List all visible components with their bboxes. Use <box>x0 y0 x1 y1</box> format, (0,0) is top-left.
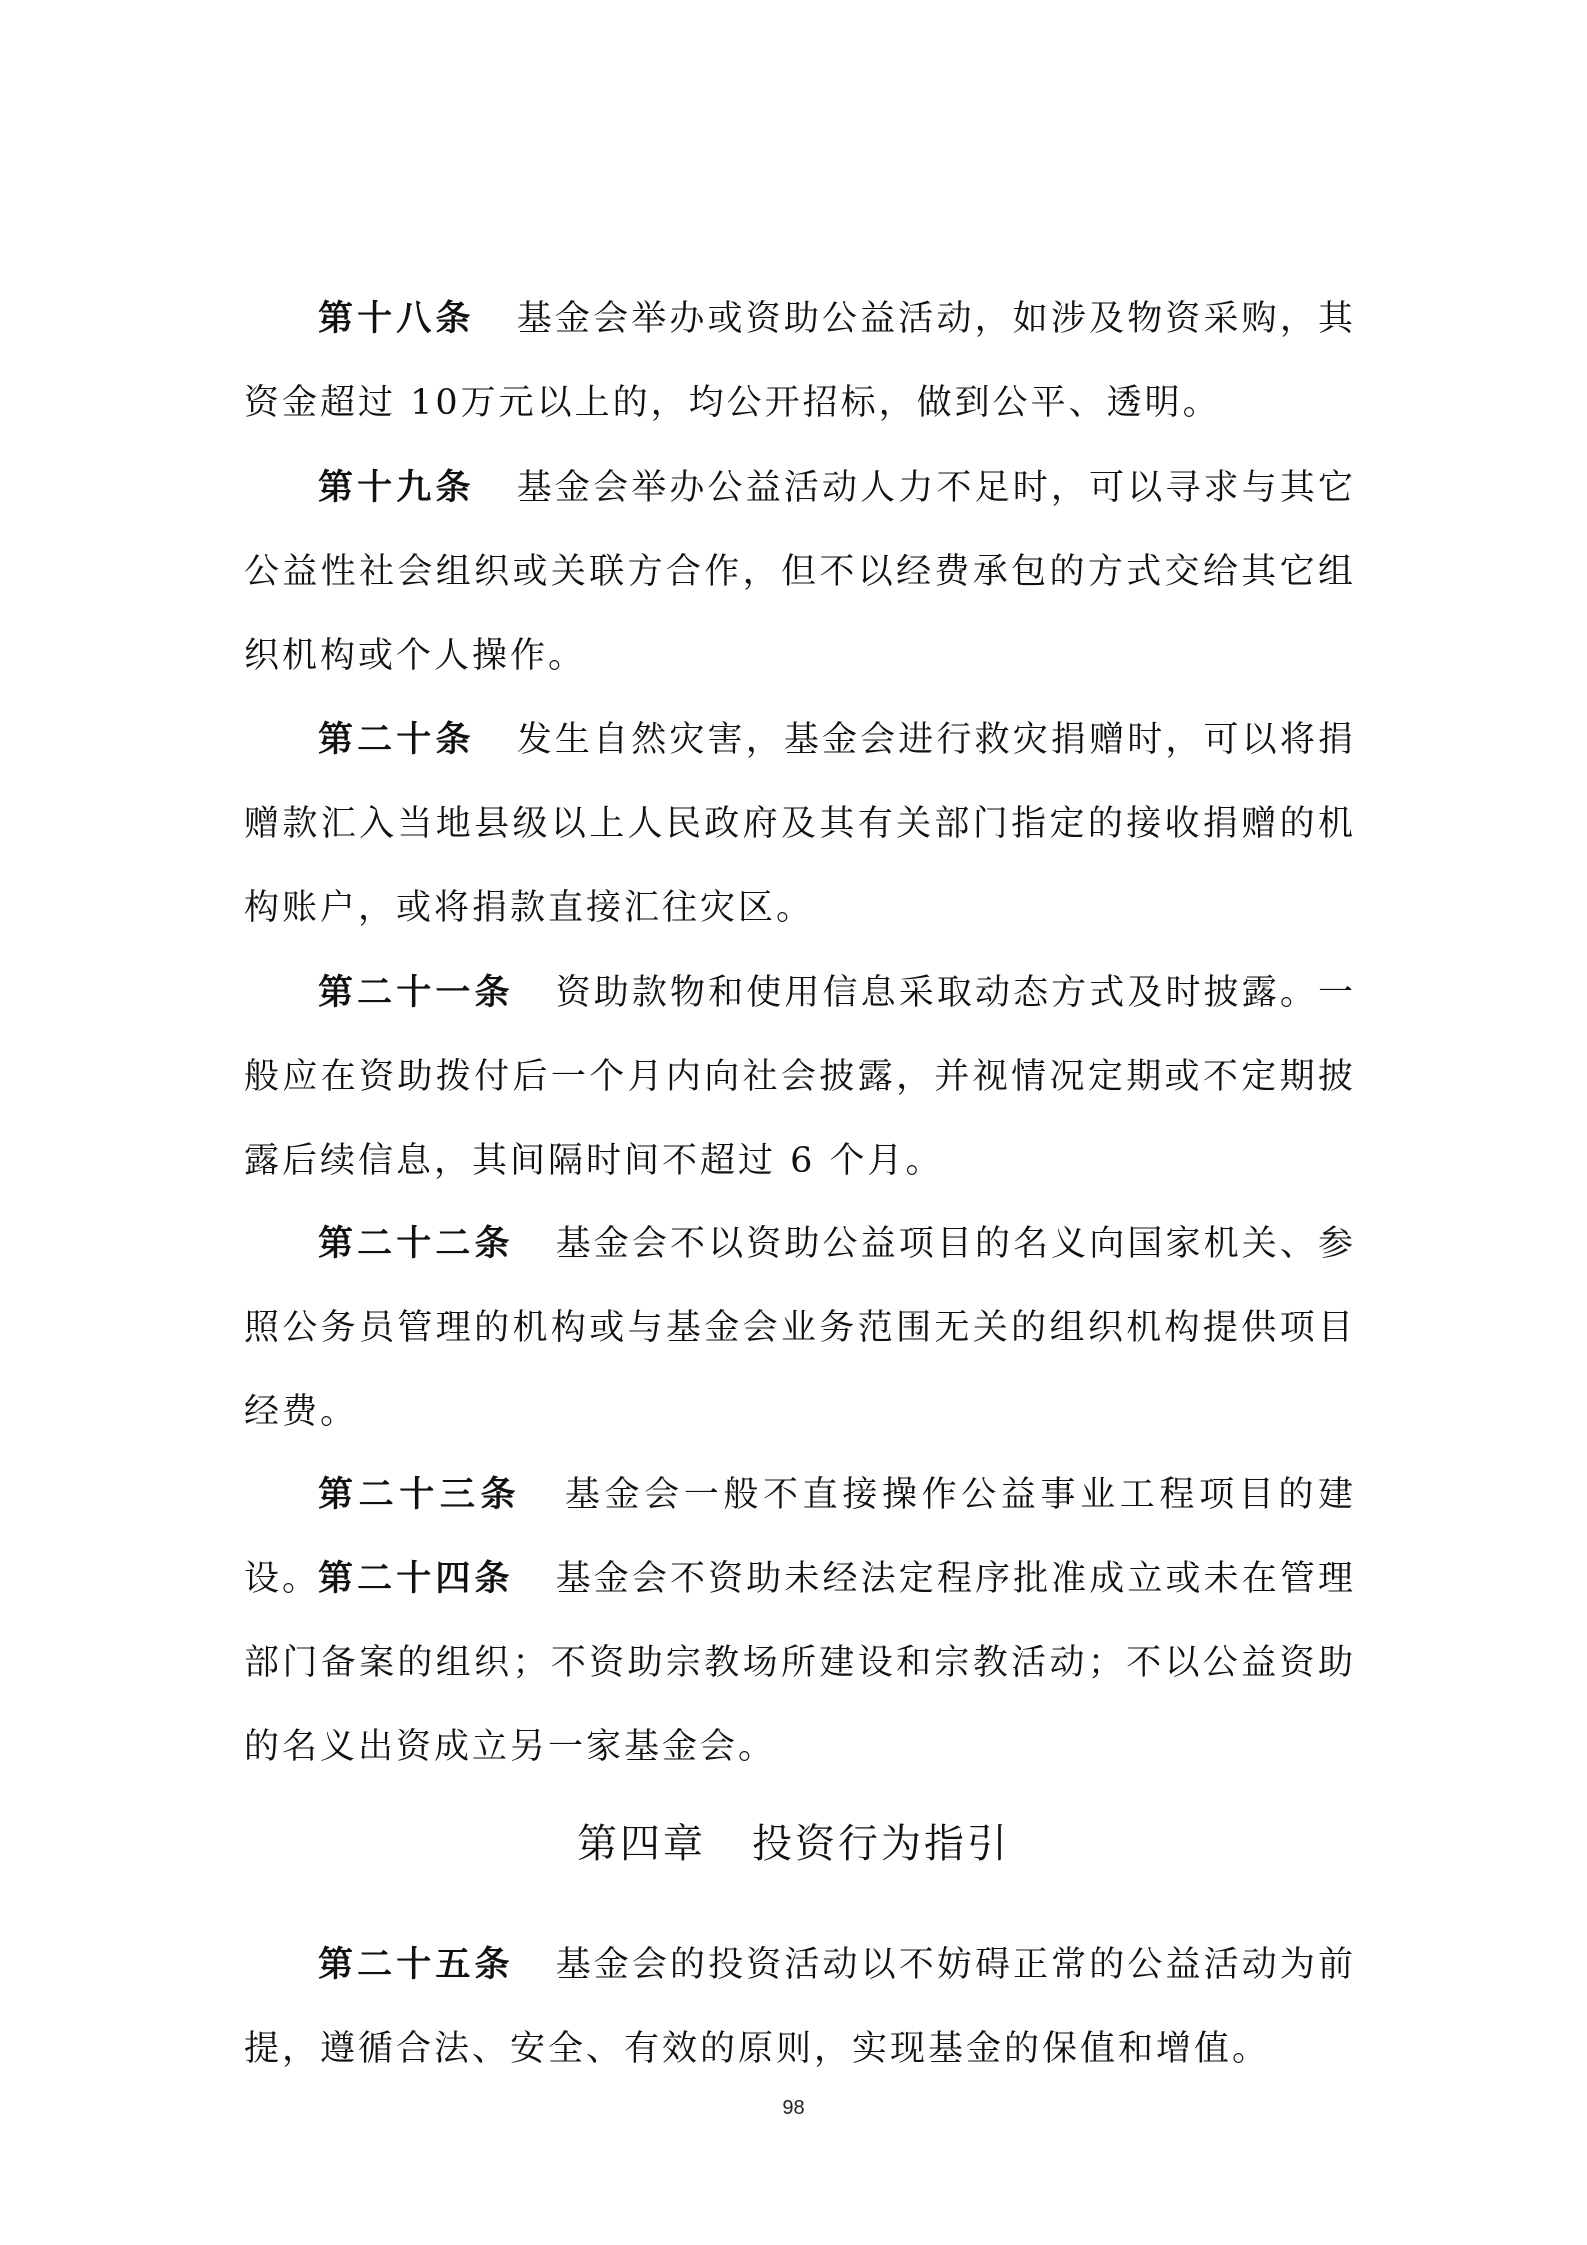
article-text: 基金会不资助未经法定程序批准成立或未在管理部门备案的组织；不资助宗教场所建设和宗教活动；不以公益资助的名义出资成立另一家基金会。 <box>244 1559 1356 1767</box>
article-21 <box>244 951 1356 1203</box>
article-number: 第二十二条 <box>318 1223 514 1264</box>
article-number: 第十八条 <box>318 298 475 339</box>
article-number: 第二十五条 <box>318 1944 514 1985</box>
article-18 <box>244 277 1356 445</box>
article-number: 第二十四条 <box>318 1558 514 1599</box>
article-text: 基金会的投资活动以不妨碍正常的公益活动为前提，遵循合法、安全、有效的原则，实现基金的保值和增值。 <box>244 1945 1356 2069</box>
article-24 <box>244 1537 1356 1789</box>
article-22 <box>244 1202 1356 1454</box>
article-number: 第二十一条 <box>318 972 514 1013</box>
article-number: 第二十条 <box>318 719 475 760</box>
chapter-heading <box>0 1814 1587 1874</box>
article-number: 第二十三条 <box>318 1474 522 1515</box>
article-20 <box>244 698 1356 950</box>
article-text: 基金会一般不直接操作公益事业工程项目的建设。 <box>244 1475 1356 1599</box>
article-19 <box>244 446 1356 698</box>
article-25 <box>244 1923 1356 2091</box>
article-text: 基金会不以资助公益项目的名义向国家机关、参照公务员管理的机构或与基金会业务范围无关的组织机构提供项目经费。 <box>244 1224 1356 1432</box>
article-text: 基金会举办公益活动人力不足时，可以寻求与其它公益性社会组织或关联方合作，但不以经费承包的方式交给其它组织机构或个人操作。 <box>244 468 1356 676</box>
article-text: 发生自然灾害，基金会进行救灾捐赠时，可以将捐赠款汇入当地县级以上人民政府及其有关部门指定的接收捐赠的机构账户，或将捐款直接汇往灾区。 <box>244 720 1356 928</box>
article-text: 资助款物和使用信息采取动态方式及时披露。一般应在资助拨付后一个月内向社会披露，并视情况定期或不定期披露后续信息，其间隔时间不超过 6 个月。 <box>244 973 1356 1181</box>
page-number: 98 <box>782 2097 805 2119</box>
chapter-number: 第四章 <box>577 1821 706 1867</box>
article-text: 基金会举办或资助公益活动，如涉及物资采购，其资金超过 10万元以上的，均公开招标，做到公平、透明。 <box>244 299 1356 423</box>
article-number: 第十九条 <box>318 467 475 508</box>
chapter-title: 投资行为指引 <box>752 1821 1010 1867</box>
